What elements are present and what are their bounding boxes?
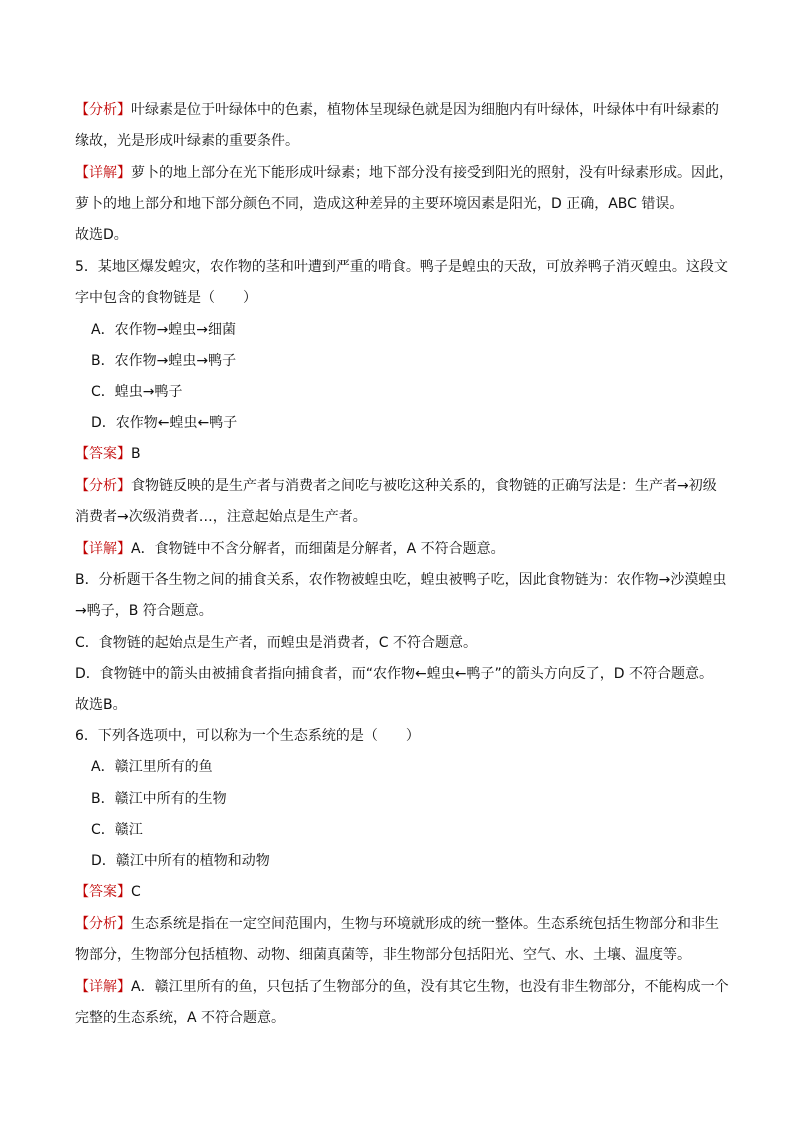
detail-tag: 【详解】 (75, 979, 131, 995)
detail-tag: 【详解】 (75, 165, 131, 181)
detail-text: 萝卜的地上部分在光下能形成叶绿素；地下部分没有接受到阳光的照射，没有叶绿素形成。因此， (131, 165, 733, 181)
analysis-text: 叶绿素是位于叶绿体中的色素，植物体呈现绿色就是因为细胞内有叶绿体，叶绿体中有叶绿素的 (131, 102, 719, 118)
q5-option-c: C．蝗虫→鸭子 (91, 384, 183, 400)
detail-tag: 【详解】 (75, 541, 131, 557)
q5-option-b: B．农作物→蝗虫→鸭子 (91, 353, 237, 369)
q4-detail-line-1 (75, 163, 733, 183)
q5-choose: 故选B。 (75, 697, 127, 713)
q6-answer (75, 882, 141, 902)
q5-option-d: D．农作物←蝗虫←鸭子 (91, 415, 238, 431)
analysis-tag: 【分析】 (75, 916, 131, 932)
q6-stem: 6．下列各选项中，可以称为一个生态系统的是（ ） (75, 728, 420, 744)
q4-analysis-line-2: 缘故，光是形成叶绿素的重要条件。 (75, 133, 299, 149)
q5-analysis-line-2: 消费者→次级消费者…，注意起始点是生产者。 (75, 509, 367, 525)
answer-value: B (131, 446, 141, 462)
q5-stem-line-2: 字中包含的食物链是（ ） (75, 290, 257, 306)
q5-detail-b-line-2: →鸭子，B 符合题意。 (75, 603, 213, 619)
q6-detail-line-1 (75, 977, 729, 997)
q5-detail-d: D．食物链中的箭头由被捕食者指向捕食者，而“农作物←蝗虫←鸭子”的箭头方向反了，D 不符合题意。 (75, 666, 713, 682)
analysis-text: 食物链反映的是生产者与消费者之间吃与被吃这种关系的，食物链的正确写法是：生产者→初级 (131, 478, 717, 494)
q5-answer (75, 444, 141, 464)
q4-choose: 故选D。 (75, 227, 128, 243)
analysis-text: 生态系统是指在一定空间范围内，生物与环境就形成的统一整体。生态系统包括生物部分和非生 (131, 916, 719, 932)
q6-detail-line-2: 完整的生态系统，A 不符合题意。 (75, 1010, 286, 1026)
q5-option-a: A．农作物→蝗虫→细菌 (91, 322, 237, 338)
q6-analysis-line-1 (75, 914, 719, 934)
q6-option-b: B．赣江中所有的生物 (91, 791, 227, 807)
answer-tag: 【答案】 (75, 446, 131, 462)
analysis-tag: 【分析】 (75, 102, 131, 118)
detail-text: A．食物链中不含分解者，而细菌是分解者，A 不符合题意。 (131, 541, 505, 557)
q6-option-a: A．赣江里所有的鱼 (91, 759, 213, 775)
q5-detail-b-line-1: B．分析题干各生物之间的捕食关系，农作物被蝗虫吃，蝗虫被鸭子吃，因此食物链为：农作物→沙漠蝗虫 (75, 572, 727, 588)
answer-tag: 【答案】 (75, 884, 131, 900)
q6-option-c: C．赣江 (91, 822, 143, 838)
q5-detail-c: C．食物链的起始点是生产者，而蝗虫是消费者，C 不符合题意。 (75, 635, 477, 651)
detail-text: A．赣江里所有的鱼，只包括了生物部分的鱼，没有其它生物，也没有非生物部分，不能构成一个 (131, 979, 729, 995)
q6-analysis-line-2: 物部分，生物部分包括植物、动物、细菌真菌等，非生物部分包括阳光、空气、水、土壤、温度等。 (75, 947, 691, 963)
q5-stem-line-1: 5．某地区爆发蝗灾，农作物的茎和叶遭到严重的啃食。鸭子是蝗虫的天敌，可放养鸭子消灭蝗虫。这段文 (75, 259, 728, 275)
q4-analysis-line-1 (75, 100, 719, 120)
q6-option-d: D．赣江中所有的植物和动物 (91, 853, 270, 869)
q5-detail-line-1 (75, 539, 505, 559)
q4-detail-line-2: 萝卜的地上部分和地下部分颜色不同，造成这种差异的主要环境因素是阳光，D 正确，ABC 错误。 (75, 196, 684, 212)
answer-value: C (131, 884, 141, 900)
q5-analysis-line-1 (75, 476, 717, 496)
analysis-tag: 【分析】 (75, 478, 131, 494)
